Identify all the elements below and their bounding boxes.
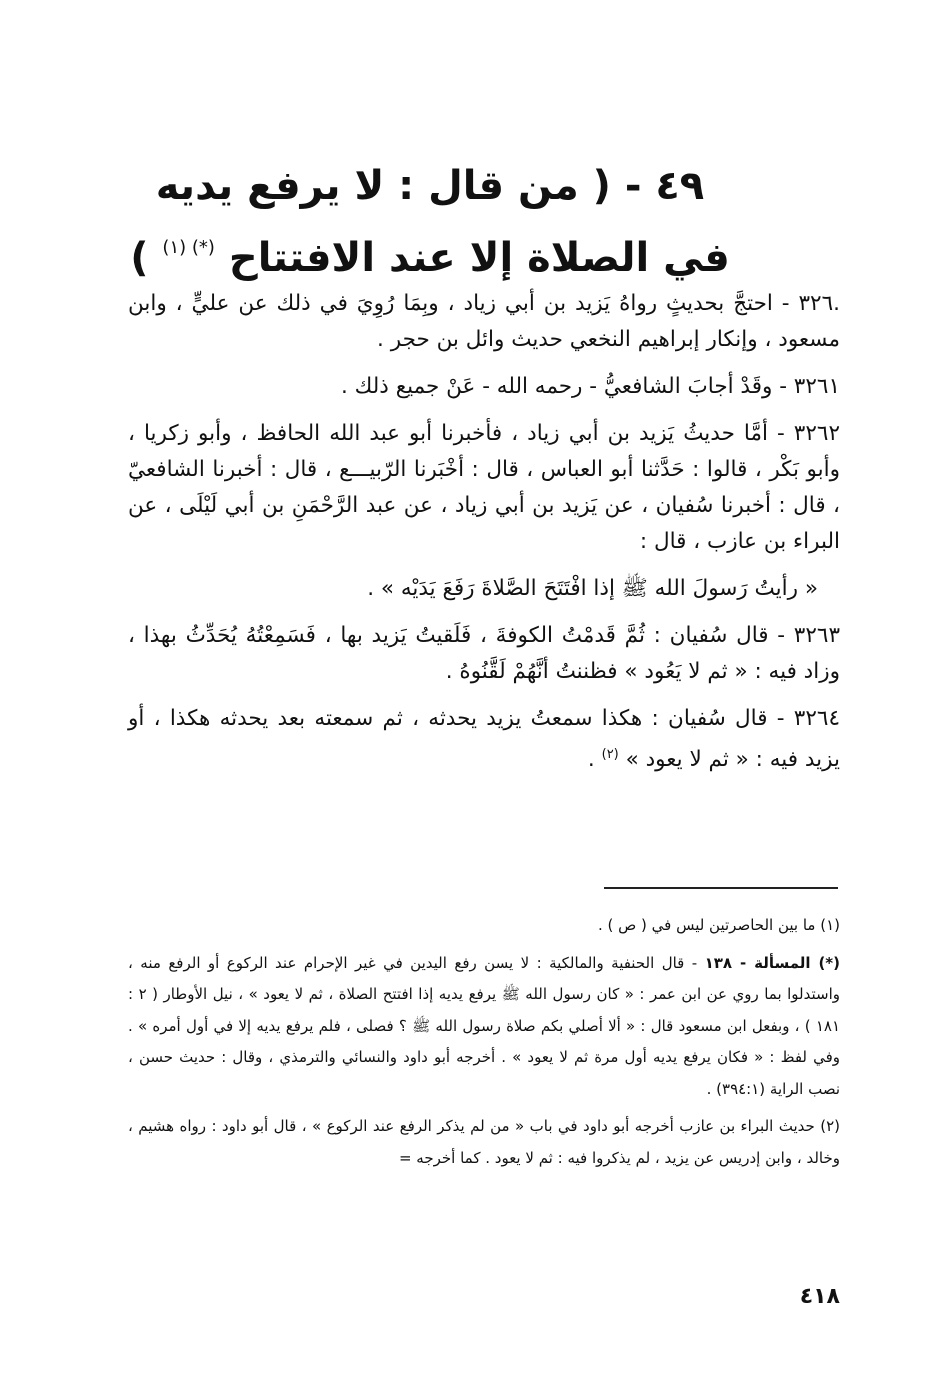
hadith-quote: « رأيتُ رَسولَ الله ﷺ إذا افْتَتَحَ الصَّلاةَ رَفَعَ يَدَيْه » . — [367, 576, 818, 601]
paragraph-3260: .٣٢٦ - احتجَّ بحديثٍ رواهُ يَزيد بن أبي زياد ، وبِمَا رُوِيَ في ذلك عن عليٍّ ، وابن مسعود ، وإنكار إبراهيم النخعي حديث وائل بن حجر . — [128, 291, 840, 352]
footnote-2: (٢) حديث البراء بن عازب أخرجه أبو داود في باب « من لم يذكر الرفع عند الركوع » ، قال أبو داود : رواه هشيم ، وخالد ، وابن إدريس عن يزيد ، لم يذكروا فيه : ثم لا يعود . كما أخرجه = — [128, 1117, 840, 1167]
chapter-heading-close-paren: ) — [130, 235, 149, 281]
footnote-star-label: (*) المسألة - ١٣٨ — [704, 953, 840, 972]
footnotes — [128, 910, 840, 1180]
footnote-star — [128, 948, 840, 1106]
paragraph-3263: ٣٢٦٣ - قال سُفيان : ثُمَّ قَدمْتُ الكوفةَ ، فَلَقيتُ يَزيد بها ، فَسَمِعْتُهُ يُحَدِّثُ بهذا ، وزاد فيه : « ثم لا يَعُود » فظننتُ أنَّهُمْ لَقَّنُوهُ . — [128, 623, 840, 684]
chapter-heading-note-marks: (*) (١) — [162, 237, 215, 258]
chapter-heading-line-1: ٤٩ - ( من قال : لا يرفع يديه — [155, 163, 705, 209]
paragraph-3261: ٣٢٦١ - وقَدْ أجابَ الشافعيُّ - رحمه الله - عَنْ جميع ذلك . — [340, 374, 840, 399]
footnote-1: (١) ما بين الحاصرتين ليس في ( ص ) . — [597, 916, 840, 934]
main-text — [128, 286, 840, 789]
chapter-heading-text: في الصلاة إلا عند الافتتاح — [228, 235, 730, 281]
paragraph-3264 — [128, 701, 840, 778]
page-number: ٤١٨ — [799, 1284, 840, 1309]
paragraph-3262: ٣٢٦٢ - أمَّا حديثُ يَزيد بن أبي زياد ، فأخبرنا أبو عبد الله الحافظ ، وأبو زكريا ، وأبو بَكْر ، قالوا : حَدَّثنا أبو العباس ، قال : أخْبَرنا الرّبيـــع ، قال : أخبرنا الشافعيّ ، قال : أخبرنا سُفيان ، عن يَزيد بن أبي زياد ، عن عبد الرَّحْمَنِ بن أبي لَيْلَى ، عن البراء بن عازب ، قال : — [128, 421, 840, 554]
paragraph-3264-end: . — [587, 747, 595, 772]
paragraph-3264-text: ٣٢٦٤ - قال سُفيان : هكذا سمعتُ يزيد يحدثه ، ثم سمعته بعد يحدثه هكذا ، أو يزيد فيه : « ثم لا يعود » — [128, 706, 840, 772]
footnote-marker-2: (٢) — [601, 747, 619, 762]
footnote-separator — [604, 887, 838, 889]
footnote-star-text: - قال الحنفية والمالكية : لا يسن رفع اليدين في غير الإحرام عند الركوع أو الرفع منه ، واستدلوا بما روي عن ابن عمر : « كان رسول الله ﷺ يرفع يديه إذا افتتح الصلاة ، ثم لا يعود » ، نيل الأوطار ( ٢ : ١٨١ ) ، وبفعل ابن مسعود قال : « ألا أصلي بكم صلاة رسول الله ﷺ ؟ فصلى ، فلم يرفع يديه إلا في أول أمره » . وفي لفظ : « فكان يرفع يديه أول مرة ثم لا يعود » . أخرجه أبو داود والنسائي والترمذي ، وقال : حديث حسن ، نصب الراية (٣٩٤:١) . — [128, 953, 840, 1098]
chapter-heading-line-2 — [110, 222, 750, 284]
